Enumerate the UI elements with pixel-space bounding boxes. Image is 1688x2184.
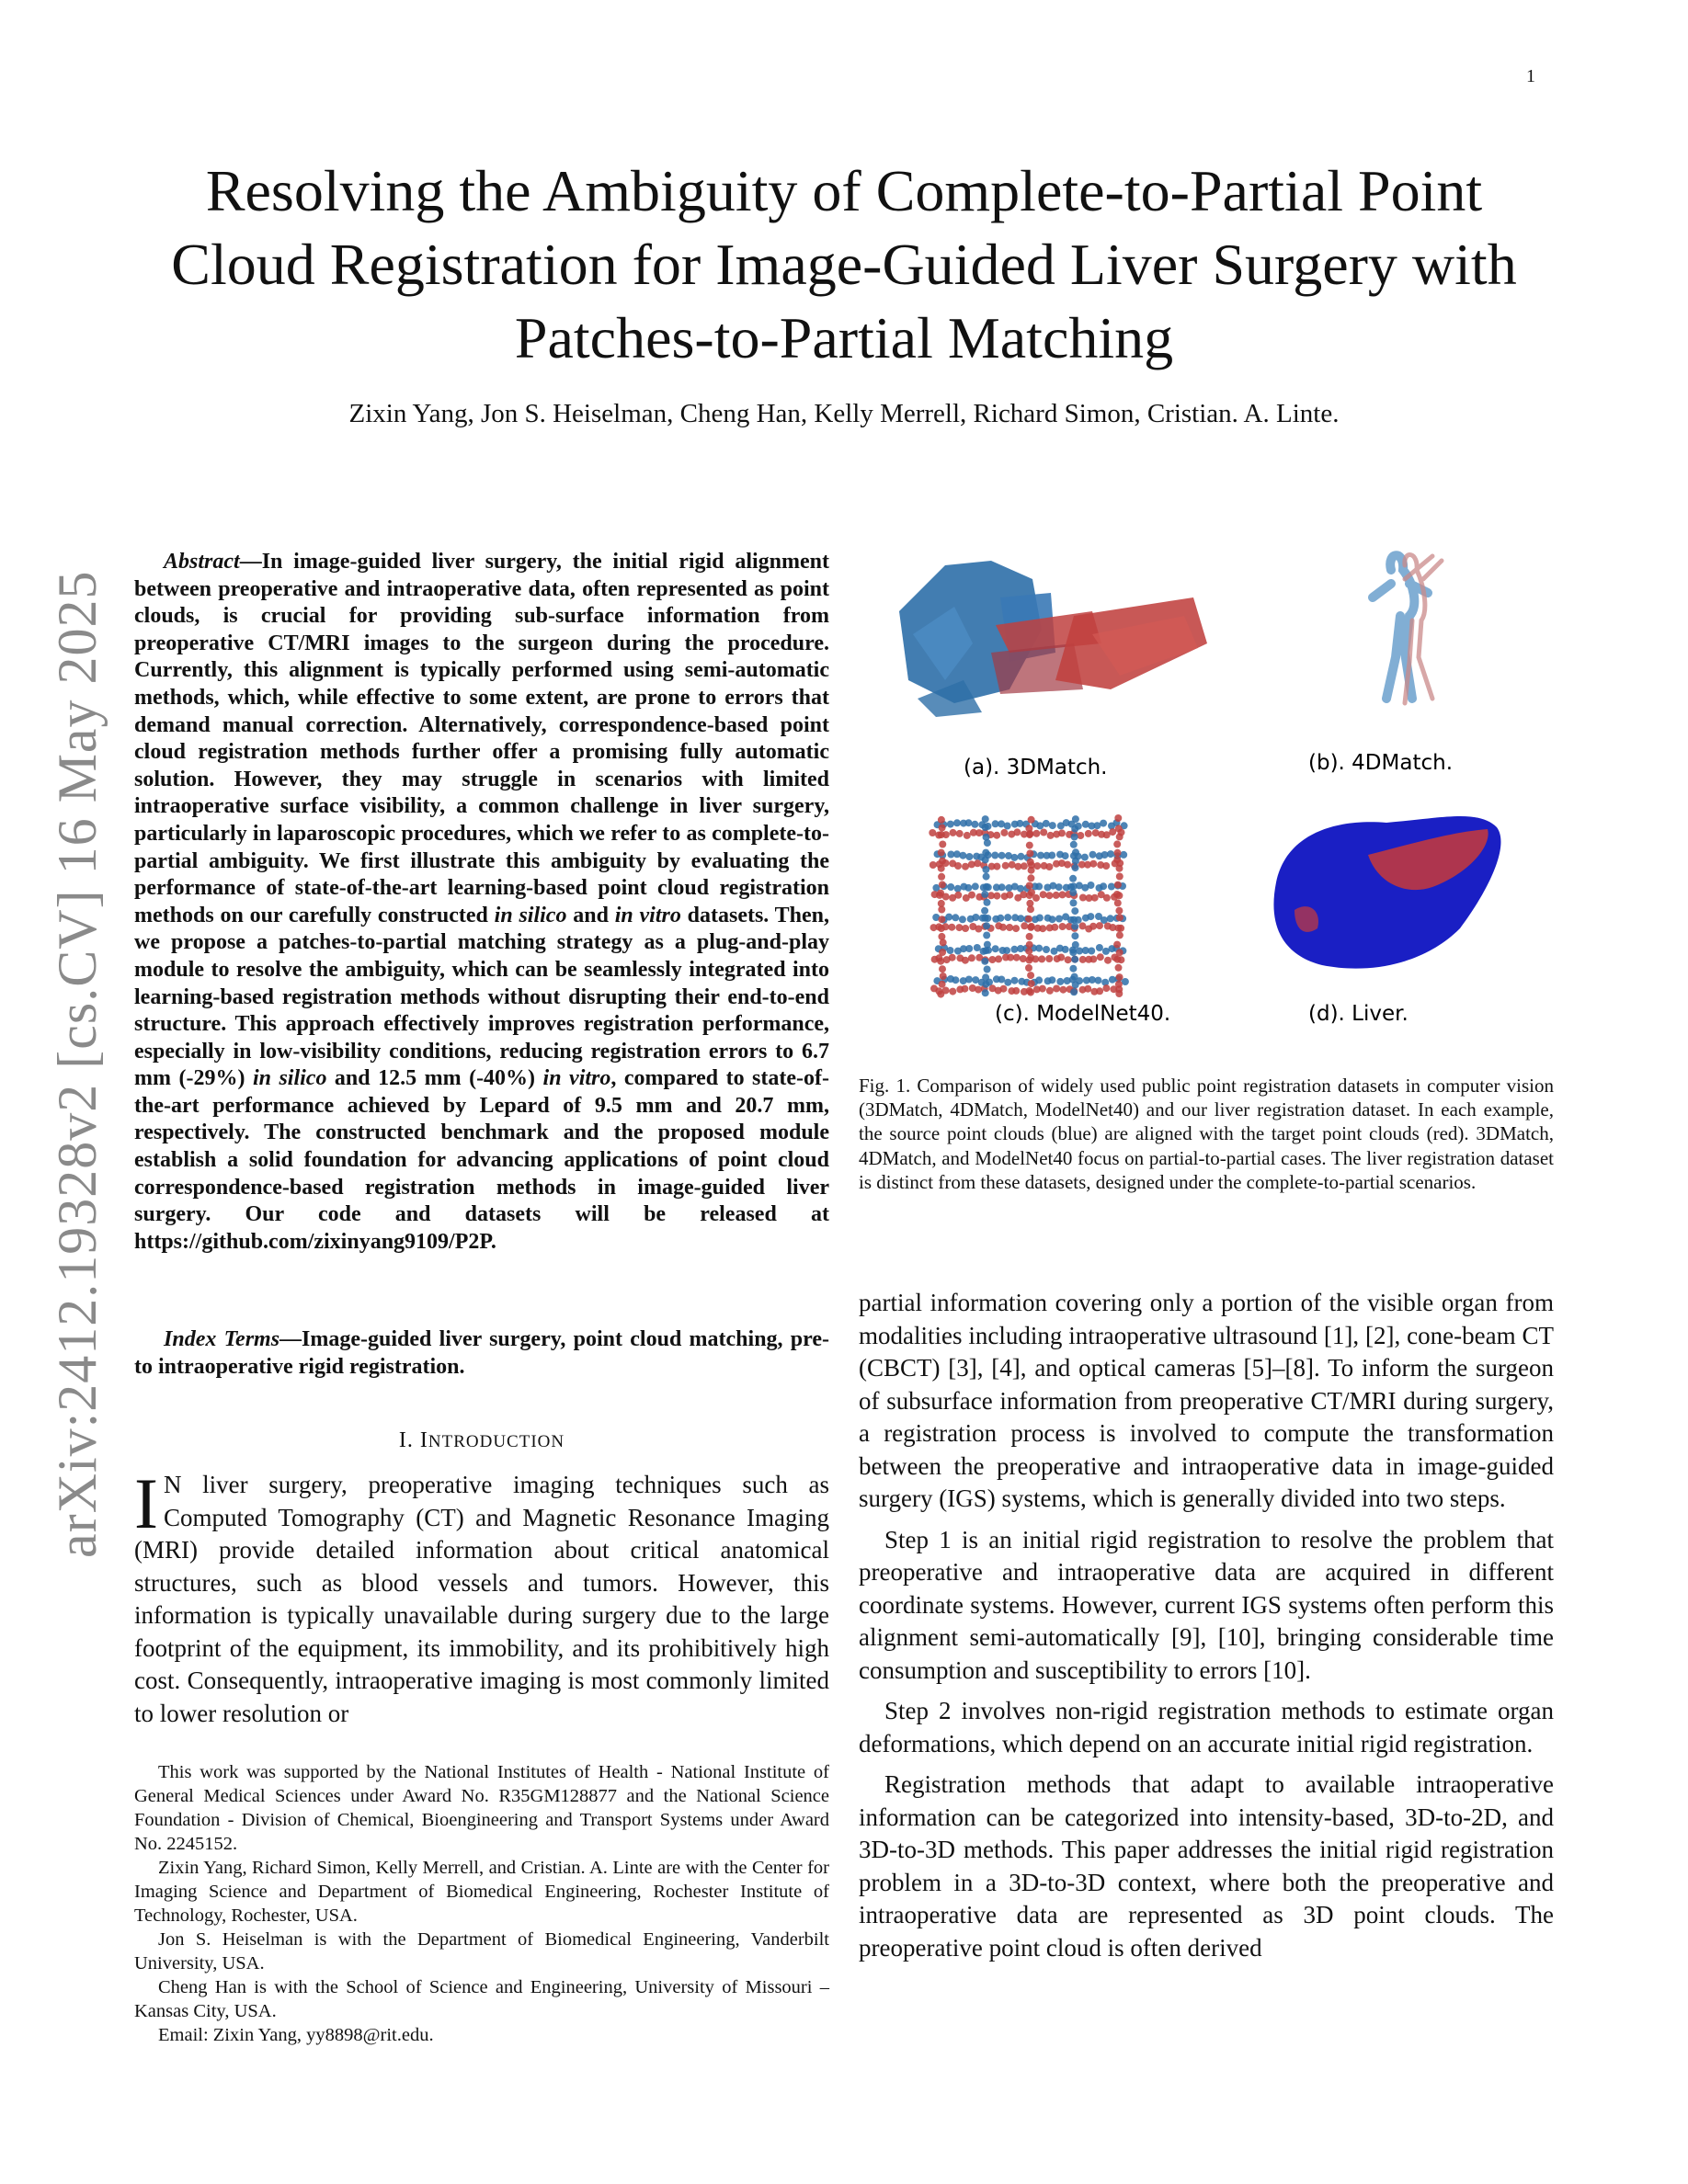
abstract-text-part1: —In image-guided liver surgery, the initial rigid alignment between preoperative and intraoperative data, often represented as point clouds, is crucial for providing sub-surface information from preoperative CT/MRI images to the surgeon during the procedure. Currently, this alignment is typically performed using semi-automatic methods, which, while effective to some extent, are prone to errors that demand manual correction. Alternatively, correspondence-based point cloud registration methods further offer a promising fully automatic solution. However, they may struggle in scenarios with limited intraoperative surface visibility, a common challenge in liver surgery, particularly in laparoscopic procedures, which we refer to as complete-to-partial ambiguity. We first illustrate this ambiguity by evaluating the performance of state-of-the-art learning-based point cloud registration methods on our carefully constructed [134,550,829,927]
intro-paragraph-text: N liver surgery, preoperative imaging techniques such as Computed Tomography (CT) and Magnetic Resonance Imaging (MRI) provide detailed information about critical anatomical structures, such as blood vessels and tumors. However, this information is typically unavailable during surgery due to the large footprint of the equipment, its immobility, and its prohibitively high cost. Consequently, intraoperative imaging is most commonly limited to lower resolution or [134,1471,829,1727]
abstract-in-vitro-2: in vitro [542,1066,611,1091]
page-number: 1 [1526,66,1535,86]
arxiv-identifier-stamp: arXiv:2412.19328v2 [cs.CV] 16 May 2025 [47,570,108,1558]
body-paragraph-3: Step 2 involves non-rigid registration methods to estimate organ deformations, which depend on an accurate initial rigid registration. [859,1697,1554,1757]
index-terms [134,1326,829,1381]
panel-label-modelnet40: (c). ModelNet40. [995,1002,1171,1026]
panel-liver-image [1273,816,1500,969]
footnote-funding: This work was supported by the National Institutes of Health - National Institute of General Medical Sciences under Award No. R35GM128877 and the National Science Foundation - Division of Chemical, Bioengineering and Transport Systems under Award No. 2245152. [134,1762,829,1854]
figure-1 [890,542,1534,1048]
panel-label-4dmatch: (b). 4DMatch. [1308,751,1454,775]
abstract-text-part4: , compared to state-of-the-art performance achieved by Lepard of 9.5 mm and 20.7 mm, respectively. The constructed benchmark and the proposed module establish a solid foundation for advancing applications of point cloud correspondence-based registration methods in image-guided liver surgery. Our code and datasets will be released at https://github.com/zixinyang9109/P2P. [134,1066,830,1254]
intro-paragraph [134,1463,829,1730]
abstract-text-part2: datasets. Then, we propose a patches-to-partial matching strategy as a plug-and-play module to resolve the ambiguity, which can be seamlessly integrated into learning-based registration methods without disrupting their end-to-end structure. This approach effectively improves registration performance, especially in low-visibility conditions, reducing registration errors to 6.7 mm (-29%) [134,903,830,1091]
abstract-in-silico: in silico [494,903,567,927]
panel-label-3dmatch: (a). 3DMatch. [964,756,1108,779]
abstract-in-silico-2: in silico [252,1066,327,1091]
panel-modelnet40-image [929,814,1129,998]
body-paragraph-2: Step 1 is an initial rigid registration to resolve the problem that preoperative and intraoperative data are acquired in different coordinate systems. However, current IGS systems often perform this alignment semi-automatically [9], [10], bringing considerable time consumption and susceptibility to errors [10]. [859,1525,1554,1684]
body-paragraph-4: Registration methods that adapt to available intraoperative information can be categorized into intensity-based, 3D-to-2D, and 3D-to-3D methods. This paper addresses the initial rigid registration problem in a 3D-to-3D context, where both the preoperative and intraoperative data are represented as 3D point clouds. The preoperative point cloud is often derived [859,1770,1554,1962]
drop-cap: I [134,1463,158,1543]
abstract-and: and [566,903,615,927]
footnote-affiliation-rit: Zixin Yang, Richard Simon, Kelly Merrell, and Cristian. A. Linte are with the Center for Imaging Science and Department of Biomedical Engineering, Rochester Institute of Technology, Rochester, USA. [134,1858,829,1926]
section-heading-numeral: I. I [398,1428,428,1452]
author-list: Zixin Yang, Jon S. Heiselman, Cheng Han, Kelly Merrell, Richard Simon, Cristian. A. Linte. [348,399,1340,428]
abstract [134,549,829,1256]
panel-4dmatch-image [1373,555,1442,703]
index-terms-label: Index Terms [164,1327,280,1351]
panel-3dmatch-image [899,561,1207,717]
footnote-affiliation-vanderbilt: Jon S. Heiselman is with the Department of Biomedical Engineering, Vanderbilt University, USA. [134,1929,829,1974]
abstract-in-vitro: in vitro [614,903,681,927]
body-paragraph-1: partial information covering only a portion of the visible organ from modalities including intraoperative ultrasound [1], [2], cone-beam CT (CBCT) [3], [4], and optical cameras [5]–[8]. To inform the surgeon of subsurface information from preoperative CT/MRI during surgery, a registration process is involved to compute the transformation between the preoperative and intraoperative data in image-guided surgery (IGS) systems, which is generally divided into two steps. [859,1289,1554,1512]
paper-title: Resolving the Ambiguity of Complete-to-Partial Point Cloud Registration for Image-Guided Liver Surgery with Patches-to-Partial Matching [171,158,1517,370]
footnote-affiliation-umkc: Cheng Han is with the School of Science and Engineering, University of Missouri – Kansas City, USA. [134,1977,829,2021]
section-heading-introduction [134,1428,829,1453]
section-heading-rest: NTRODUCTION [428,1432,565,1451]
panel-label-liver: (d). Liver. [1308,1002,1409,1026]
figure-1-caption: Fig. 1. Comparison of widely used public point registration datasets in computer vision (3DMatch, 4DMatch, ModelNet40) and our liver registration dataset. In each example, the source point clouds (blue) are aligned with the target point clouds (red). 3DMatch, 4DMatch, and ModelNet40 focus on partial-to-partial cases. The liver registration dataset is distinct from these datasets, designed under the complete-to-partial scenarios. [859,1075,1554,1193]
footnotes [134,1760,829,2047]
index-terms-text: —Image-guided liver surgery, point cloud matching, pre- to intraoperative rigid registration. [134,1327,829,1379]
abstract-text-part3: and 12.5 mm (-40%) [326,1066,543,1091]
right-column-body [859,1287,1554,1964]
footnote-email: Email: Zixin Yang, yy8898@rit.edu. [158,2025,434,2045]
abstract-label: Abstract [164,550,240,574]
figure-1-graphic [890,542,1534,1048]
